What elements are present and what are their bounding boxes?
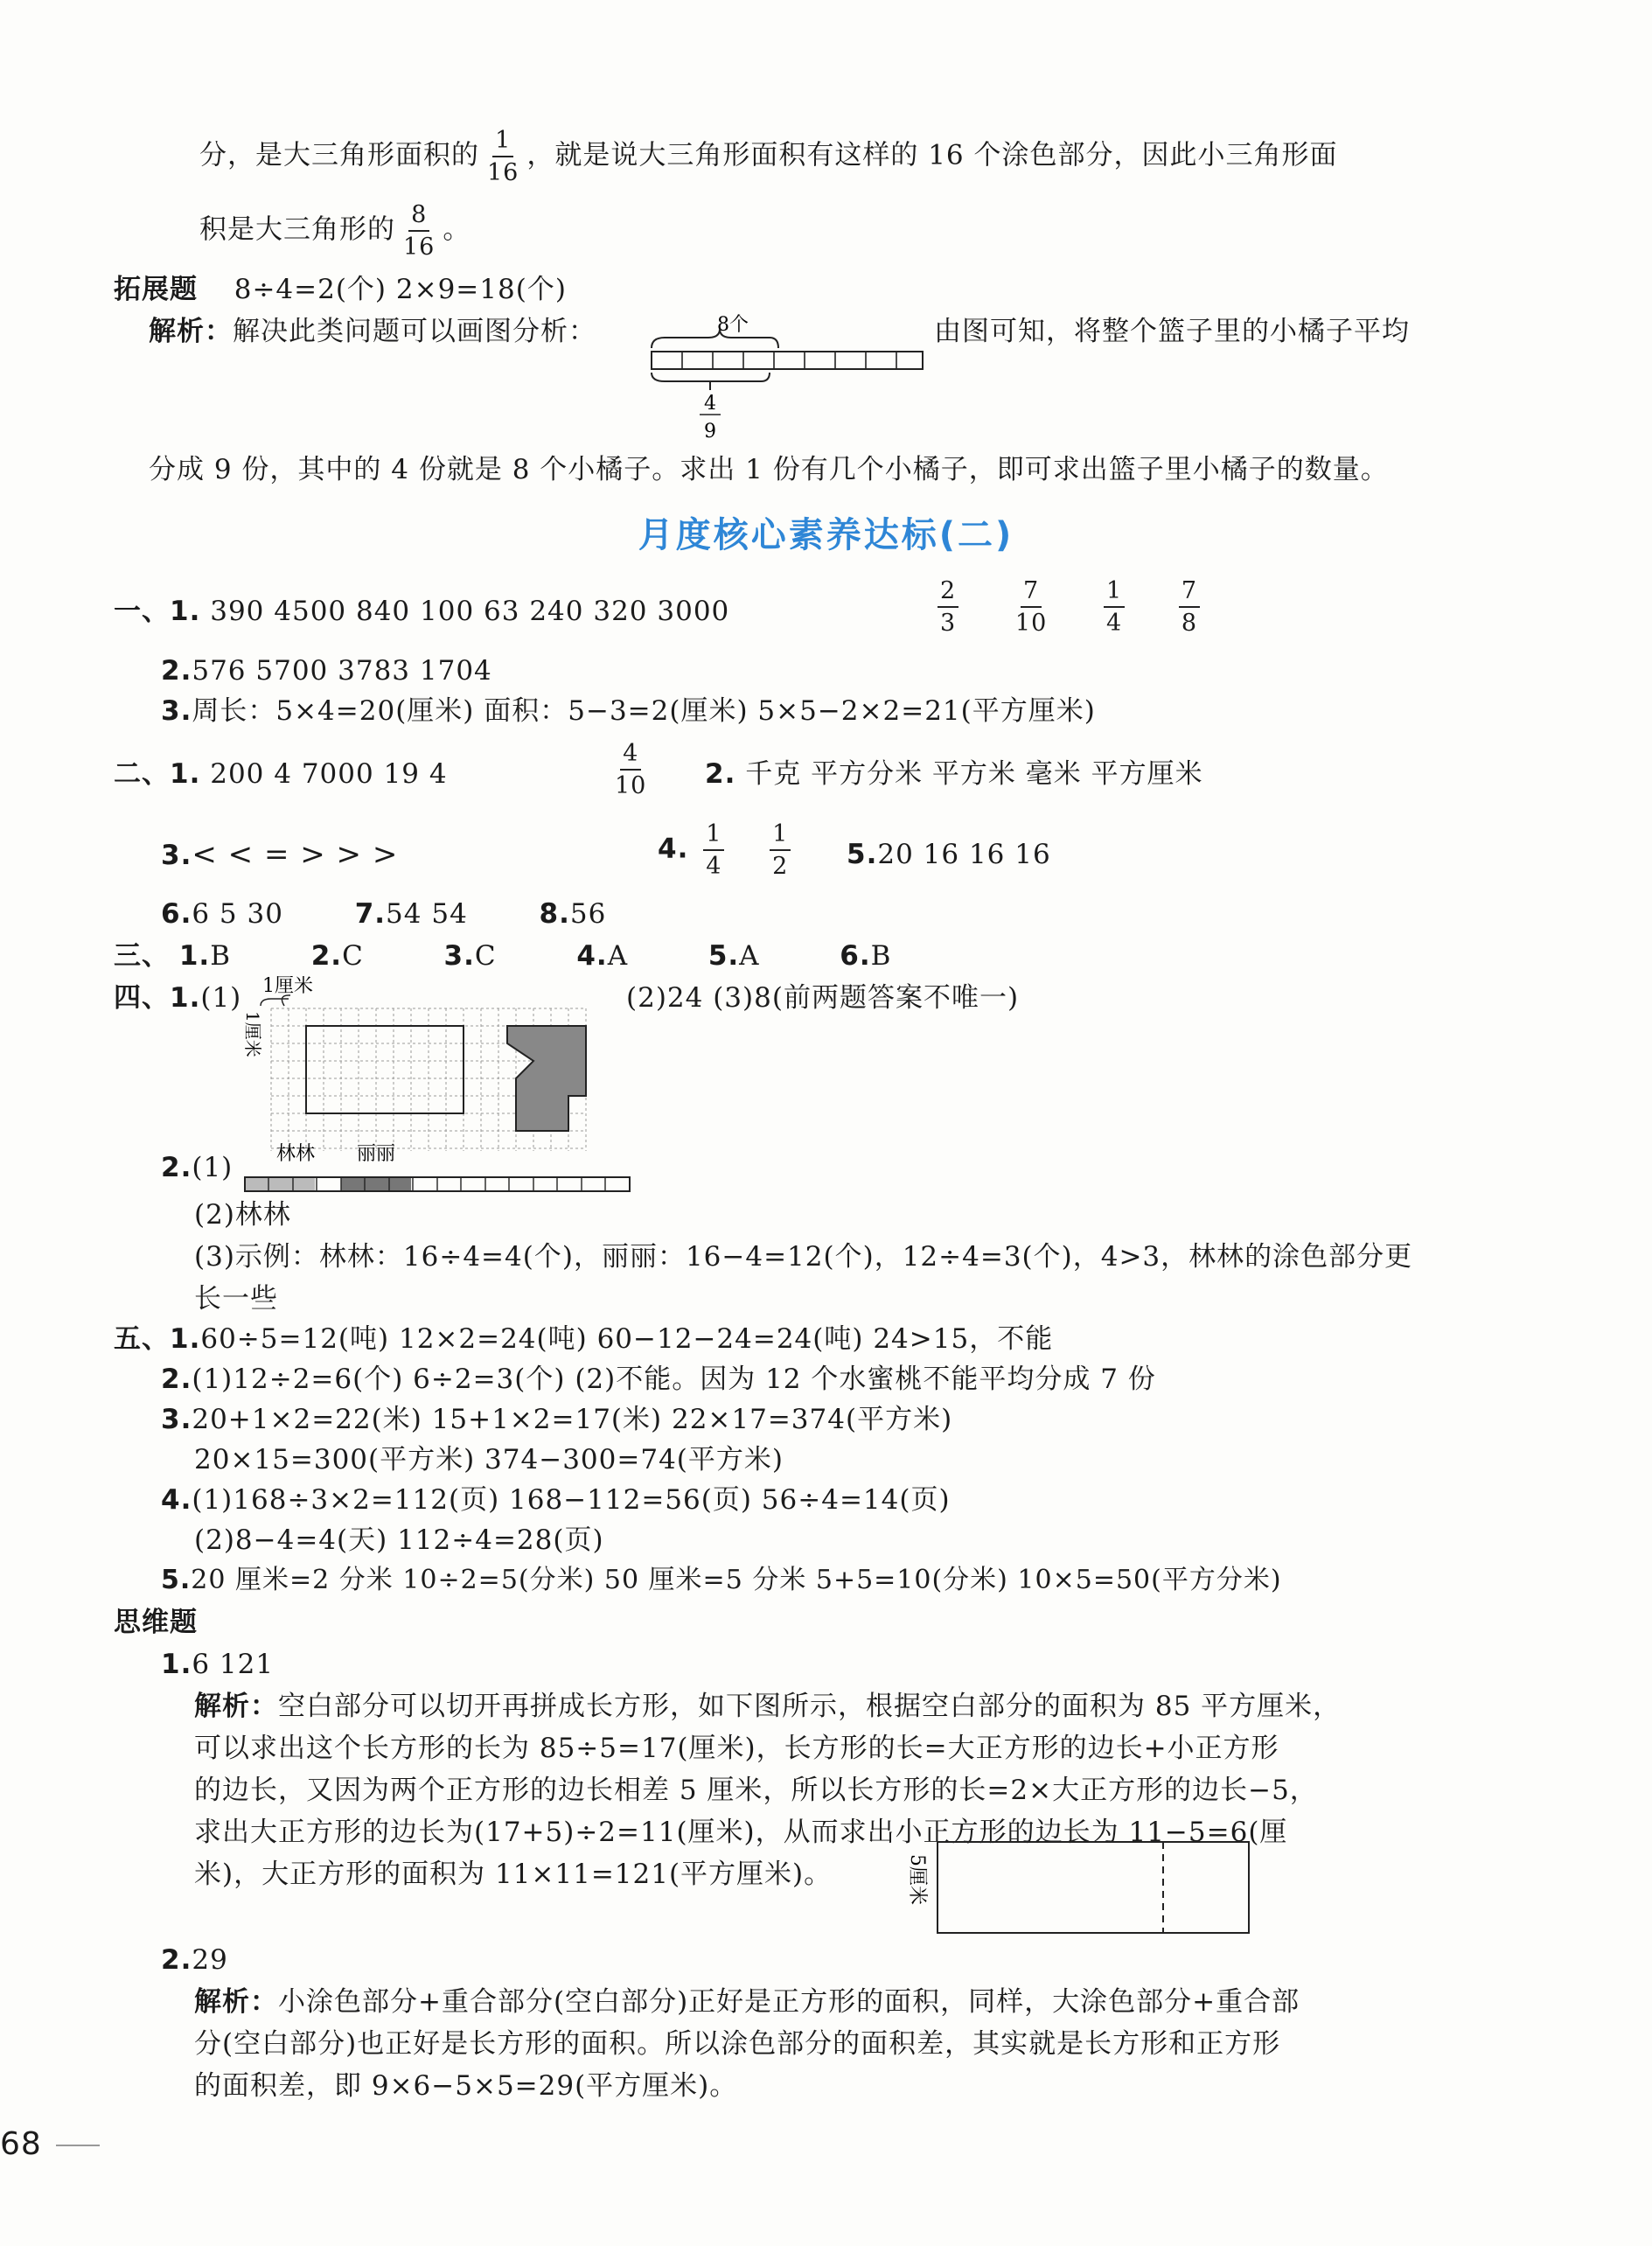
tuozhan-label: 拓展题 <box>114 274 198 305</box>
siwei-q2: 2.29 <box>161 1944 228 1976</box>
er-q1-frac <box>607 740 654 799</box>
fraction: $\frac{1}{4}$ <box>703 820 724 880</box>
san-item: 3.C <box>443 940 497 972</box>
yi-q1: 一、1. 390 4500 840 100 63 240 320 3000 <box>114 596 730 627</box>
si-q2-3a: (3)示例：林林：16÷4=4(个)，丽丽：16−4=12(个)，12÷4=3(个)，4>3，林林的涂色部分更 <box>194 1241 1413 1273</box>
strip-figure <box>241 1142 644 1195</box>
figure-frac-numerator: 4 <box>704 393 716 415</box>
yi-q1-fracs <box>932 577 1205 637</box>
strip-label-lili: 丽丽 <box>357 1143 396 1165</box>
intro-line-1: 分，是大三角形面积的 $\frac{1}{16}$ ，就是说大三角形面积有这样的 16 个涂色部分，因此小三角形面 <box>199 127 1338 187</box>
page-number: 68 <box>0 2126 42 2162</box>
wu-q1: 五、1.60÷5=12(吨) 12×2=24(吨) 60−12−24=24(吨) 24>15，不能 <box>114 1323 1054 1355</box>
san-item: 1.B <box>178 940 231 972</box>
si-q2-1: 2.(1) <box>161 1152 234 1183</box>
figure-bottom-brace <box>652 373 770 381</box>
er-q2: 2. 千克 平方分米 平方米 毫米 平方厘米 <box>705 758 1203 790</box>
figure-frac-denominator: 9 <box>704 421 716 443</box>
fraction: $\frac{4}{10}$ <box>615 740 647 800</box>
fraction: $\frac{8}{16}$ <box>403 201 436 262</box>
wu-q4b: (2)8−4=4(天) 112÷4=28(页) <box>194 1524 604 1556</box>
intro-line-2: 积是大三角形的 $\frac{8}{16}$ 。 <box>199 201 471 262</box>
fraction: $\frac{1}{16}$ <box>487 127 519 187</box>
er-q3: 3.< < = > > > <box>161 837 399 872</box>
si-q2-2: (2)林林 <box>194 1199 291 1231</box>
er-q5: 5.20 16 16 16 <box>847 839 1051 870</box>
san-line: 三、 1.B 2.C 3.C 4.A 5.A 6.B <box>114 940 892 972</box>
wu-q4a: 4.(1)168÷3×2=112(页) 168−112=56(页) 56÷4=14(页) <box>161 1484 951 1516</box>
fraction: $\frac{7}{8}$ <box>1179 577 1200 637</box>
grid-side-label: 1厘米 <box>242 1011 263 1057</box>
rectangle-shape <box>306 1026 464 1113</box>
wu-q3a: 3.20+1×2=22(米) 15+1×2=17(米) 22×17=374(平方米) <box>161 1404 953 1435</box>
wu-q2: 2.(1)12÷2=6(个) 6÷2=3(个) (2)不能。因为 12 个水蜜桃不能平均分成 7 份 <box>161 1364 1156 1395</box>
fraction: $\frac{1}{4}$ <box>1104 577 1125 637</box>
siwei-j2b: 分(空白部分)也正好是长方形的面积。所以涂色部分的面积差，其实就是长方形和正方形 <box>194 2028 1281 2060</box>
wu-q5: 5.20 厘米=2 分米 10÷2=5(分米) 50 厘米=5 分米 5+5=10(分米) 10×5=50(平方分米) <box>161 1565 1282 1595</box>
san-item: 2.C <box>310 940 364 972</box>
si-q2-3b: 长一些 <box>194 1283 278 1315</box>
fraction: $\frac{7}{10}$ <box>1014 577 1048 638</box>
grid-figure <box>236 976 603 1160</box>
er-q1: 二、1. 200 4 7000 19 4 <box>114 758 448 790</box>
tuozhan-line <box>114 276 567 303</box>
tuozhan-answer: 8÷4=2(个) 2×9=18(个) <box>234 274 567 305</box>
figure-bar-dividers <box>682 352 896 369</box>
rectangle <box>938 1842 1249 1933</box>
siwei-heading: 思维题 <box>114 1607 198 1638</box>
rectangle-figure <box>901 1837 1268 1942</box>
yi-q2: 2.576 5700 3783 1704 <box>161 655 492 687</box>
san-item: 5.A <box>708 940 760 972</box>
san-item: 4.A <box>576 940 629 972</box>
strip-label-linlin: 林林 <box>276 1143 316 1165</box>
figure-top-brace <box>652 329 778 348</box>
siwei-j2a: 解析：小涂色部分+重合部分(空白部分)正好是正方形的面积，同样，大涂色部分+重合部 <box>194 1986 1300 2018</box>
rectangle-side-label: 5厘米 <box>906 1854 928 1905</box>
siwei-j1e: 米)，大正方形的面积为 11×11=121(平方厘米)。 <box>194 1859 833 1890</box>
shaded-shape <box>507 1026 586 1131</box>
tuozhan-jiexi-right: 由图可知，将整个篮子里的小橘子平均 <box>934 316 1410 347</box>
figure-bar <box>652 352 923 369</box>
siwei-q1: 1.6 121 <box>161 1649 275 1680</box>
siwei-j1a: 解析：空白部分可以切开再拼成长方形，如下图所示，根据空白部分的面积为 85 平方厘米， <box>194 1691 1342 1722</box>
page-number-rule <box>56 2145 100 2146</box>
orange-bar-figure <box>647 306 936 446</box>
er-q678: 6.6 5 30 7.54 54 8.56 <box>161 898 607 930</box>
tuozhan-jiexi-line-3: 分成 9 份，其中的 4 份就是 8 个小橘子。求出 1 份有几个小橘子，即可求出篮子里小橘子的数量。 <box>149 454 1389 485</box>
yi-q3: 3.周长：5×4=20(厘米) 面积：5−3=2(厘米) 5×5−2×2=21(平方厘米) <box>161 695 1096 727</box>
siwei-j1b: 可以求出这个长方形的长为 85÷5=17(厘米)，长方形的长=大正方形的边长+小正方形 <box>194 1733 1279 1764</box>
fraction: $\frac{1}{2}$ <box>770 820 791 880</box>
si-q1-answers: (2)24 (3)8(前两题答案不唯一) <box>626 982 1020 1014</box>
siwei-j1c: 的边长，又因为两个正方形的边长相差 5 厘米，所以长方形的长=2×大正方形的边长−5， <box>194 1775 1318 1806</box>
si-q1: 四、1.(1) <box>114 982 242 1014</box>
tuozhan-jiexi-line: 解析：解决此类问题可以画图分析： <box>149 316 596 347</box>
siwei-j2c: 的面积差，即 9×6−5×5=29(平方厘米)。 <box>194 2070 738 2102</box>
wu-q3b: 20×15=300(平方米) 374−300=74(平方米) <box>194 1444 784 1475</box>
er-q4: 4. $\frac{1}{4}$ $\frac{1}{2}$ <box>658 820 796 880</box>
figure-top-label: 8个 <box>717 314 749 336</box>
san-item: 6.B <box>840 940 892 972</box>
fraction: $\frac{2}{3}$ <box>938 577 958 637</box>
grid-top-label: 1厘米 <box>262 976 313 997</box>
siwei-j1d: 求出大正方形的边长为(17+5)÷2=11(厘米)，从而求出小正方形的边长为 11−5=6(厘 <box>194 1817 1288 1848</box>
section-title: 月度核心素养达标(二) <box>638 515 1014 555</box>
